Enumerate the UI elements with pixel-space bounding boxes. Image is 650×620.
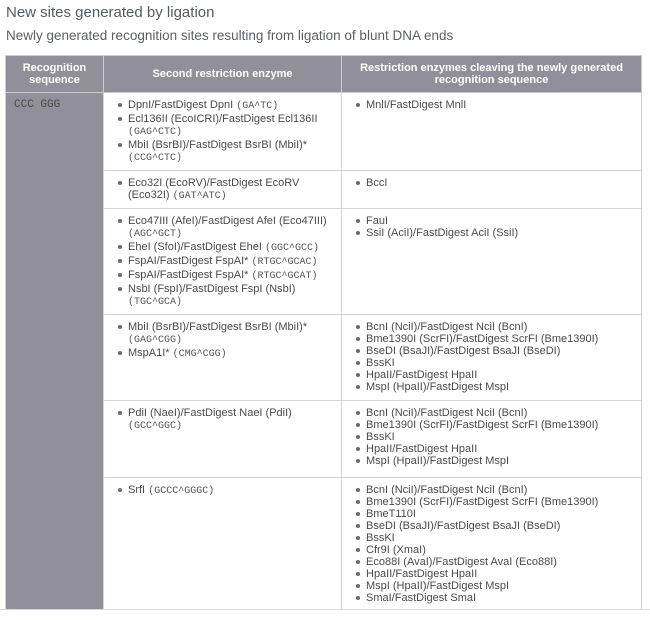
table-body xyxy=(6,93,642,610)
cleaving-enzyme-name: FauI xyxy=(366,215,389,227)
bullet-icon xyxy=(118,103,122,107)
list-item xyxy=(366,381,635,393)
enzyme-name: Eco47III (AfeI)/FastDigest AfeI (Eco47III) xyxy=(128,215,327,227)
bullet-icon xyxy=(356,373,360,377)
list-item xyxy=(366,369,635,381)
second-enzyme-cell xyxy=(104,315,342,401)
enzyme-name: NsbI (FspI)/FastDigest FspI (NsbI) xyxy=(128,283,296,295)
ligation-sites-table xyxy=(5,55,642,610)
cleaving-enzyme-name: MspI (HpaII)/FastDigest MspI xyxy=(366,580,510,592)
bullet-icon xyxy=(356,181,360,185)
bullet-icon xyxy=(356,596,360,600)
bullet-icon xyxy=(118,488,122,492)
cleaving-enzymes-cell xyxy=(342,171,642,209)
cleaving-enzyme-name: BseDI (BsaJI)/FastDigest BsaJI (BseDI) xyxy=(366,345,561,357)
list-item xyxy=(128,321,335,347)
cleaving-enzyme-name: BcnI (NciI)/FastDigest NciI (BcnI) xyxy=(366,321,528,333)
bullet-icon xyxy=(356,548,360,552)
enzyme-name: FspAI/FastDigest FspAI* xyxy=(128,255,249,267)
second-enzyme-list xyxy=(112,321,335,361)
bullet-icon xyxy=(118,273,122,277)
cut-site-sequence: (GGC^GCC) xyxy=(264,243,319,254)
enzyme-name: FspAI/FastDigest FspAI* xyxy=(128,269,249,281)
enzyme-name: DpnI/FastDigest DpnI xyxy=(128,99,234,111)
list-item xyxy=(366,177,635,189)
cleaving-enzyme-name: BcnI (NciI)/FastDigest NciI (BcnI) xyxy=(366,484,528,496)
cut-site-sequence: (GAG^CTC) xyxy=(128,127,183,138)
cut-site-sequence: (CMG^CGG) xyxy=(172,349,227,360)
cleaving-enzyme-name: Eco88I (AvaI)/FastDigest AvaI (Eco88I) xyxy=(366,556,557,568)
bullet-icon xyxy=(118,325,122,329)
list-item xyxy=(366,455,635,467)
cleaving-enzyme-name: Cfr9I (XmaI) xyxy=(366,544,426,556)
cleaving-enzyme-list xyxy=(350,484,635,604)
list-item xyxy=(366,431,635,443)
cut-site-sequence: (GCC^GGC) xyxy=(128,421,183,432)
cleaving-enzyme-list xyxy=(350,99,635,111)
cleaving-enzymes-cell xyxy=(342,93,642,171)
bullet-icon xyxy=(118,181,122,185)
list-item xyxy=(366,592,635,604)
recognition-sequence-cell xyxy=(6,93,104,610)
list-item xyxy=(128,215,335,241)
cleaving-enzyme-name: SmaI/FastDigest SmaI xyxy=(366,592,477,604)
bullet-icon xyxy=(118,143,122,147)
list-item xyxy=(366,520,635,532)
enzyme-name: MspA1I* xyxy=(128,347,170,359)
cleaving-enzyme-name: Bme1390I (ScrFI)/FastDigest ScrFI (Bme1390I) xyxy=(366,419,599,431)
list-item xyxy=(128,484,335,498)
cleaving-enzyme-name: BmeT110I xyxy=(366,508,416,520)
bullet-icon xyxy=(356,385,360,389)
bullet-icon xyxy=(356,524,360,528)
cleaving-enzyme-name: HpaII/FastDigest HpaII xyxy=(366,568,478,580)
list-item xyxy=(366,496,635,508)
cut-site-sequence: (GAG^CGG) xyxy=(128,335,183,346)
second-enzyme-cell xyxy=(104,171,342,209)
cut-site-sequence: (RTGC^GCAT) xyxy=(251,271,318,282)
cleaving-enzyme-name: BccI xyxy=(366,177,388,189)
bullet-icon xyxy=(118,117,122,121)
list-item xyxy=(366,227,635,239)
cleaving-enzyme-list xyxy=(350,407,635,467)
second-enzyme-list xyxy=(112,177,335,203)
bullet-icon xyxy=(356,103,360,107)
bullet-icon xyxy=(356,560,360,564)
enzyme-name: Eco32I (EcoRV)/FastDigest EcoRV (Eco32I) xyxy=(128,177,300,201)
cleaving-enzyme-name: BcnI (NciI)/FastDigest NciI (BcnI) xyxy=(366,407,528,419)
second-enzyme-list xyxy=(112,484,335,498)
second-enzyme-cell xyxy=(104,401,342,478)
bullet-icon xyxy=(356,423,360,427)
page-title: New sites generated by ligation xyxy=(6,4,215,21)
bullet-icon xyxy=(356,219,360,223)
cut-site-sequence: (TGC^GCA) xyxy=(128,297,183,308)
list-item xyxy=(366,99,635,111)
second-enzyme-list xyxy=(112,407,335,433)
list-item xyxy=(366,333,635,345)
bullet-icon xyxy=(356,349,360,353)
cleaving-enzyme-name: Bme1390I (ScrFI)/FastDigest ScrFI (Bme1390I) xyxy=(366,333,599,345)
list-item xyxy=(128,269,335,283)
cleaving-enzyme-name: MnlI/FastDigest MnlI xyxy=(366,99,467,111)
bullet-icon xyxy=(356,231,360,235)
bullet-icon xyxy=(356,447,360,451)
list-item xyxy=(366,568,635,580)
cleaving-enzyme-name: MspI (HpaII)/FastDigest MspI xyxy=(366,381,510,393)
list-item xyxy=(128,241,335,255)
page-subtitle: Newly generated recognition sites resulting from ligation of blunt DNA ends xyxy=(6,28,454,43)
list-item xyxy=(128,99,335,113)
list-item xyxy=(366,321,635,333)
list-item xyxy=(366,419,635,431)
enzyme-name: SrfI xyxy=(128,484,146,496)
list-item xyxy=(366,345,635,357)
cleaving-enzyme-name: BssKI xyxy=(366,357,395,369)
list-item xyxy=(128,283,335,309)
cut-site-sequence: (AGC^GCT) xyxy=(128,229,183,240)
recognition-sequence-value: CCC GGG xyxy=(14,99,61,111)
bullet-icon xyxy=(118,219,122,223)
list-item xyxy=(128,255,335,269)
list-item xyxy=(128,113,335,139)
bullet-icon xyxy=(356,361,360,365)
bullet-icon xyxy=(356,411,360,415)
cleaving-enzymes-cell xyxy=(342,209,642,315)
enzyme-name: Ecl136II (EcoICRI)/FastDigest Ecl136II xyxy=(128,113,318,125)
table-row xyxy=(6,93,642,171)
bullet-icon xyxy=(356,488,360,492)
list-item xyxy=(366,580,635,592)
list-item xyxy=(128,347,335,361)
bullet-icon xyxy=(356,337,360,341)
header-recognition-sequence: Recognition sequence xyxy=(6,56,104,93)
second-enzyme-list xyxy=(112,99,335,165)
bullet-icon xyxy=(118,287,122,291)
bullet-icon xyxy=(118,245,122,249)
list-item xyxy=(366,407,635,419)
bullet-icon xyxy=(356,500,360,504)
bullet-icon xyxy=(118,351,122,355)
enzyme-name: MbiI (BsrBI)/FastDigest BsrBI (MbiI)* xyxy=(128,321,308,333)
list-item xyxy=(366,484,635,496)
bullet-icon xyxy=(356,325,360,329)
cleaving-enzyme-name: HpaII/FastDigest HpaII xyxy=(366,443,478,455)
list-item xyxy=(366,215,635,227)
second-enzyme-cell xyxy=(104,93,342,171)
list-item xyxy=(128,177,335,203)
bullet-icon xyxy=(118,411,122,415)
cut-site-sequence: (CCG^CTC) xyxy=(128,153,183,164)
list-item xyxy=(366,443,635,455)
cleaving-enzyme-list xyxy=(350,177,635,189)
bullet-icon xyxy=(356,512,360,516)
cleaving-enzyme-name: BssKI xyxy=(366,532,395,544)
table-header-row xyxy=(6,56,642,93)
list-item xyxy=(128,407,335,433)
second-enzyme-cell xyxy=(104,478,342,610)
bullet-icon xyxy=(356,435,360,439)
bullet-icon xyxy=(356,536,360,540)
second-enzyme-cell xyxy=(104,209,342,315)
cleaving-enzyme-name: SsiI (AciI)/FastDigest AciI (SsiI) xyxy=(366,227,519,239)
cleaving-enzymes-cell xyxy=(342,478,642,610)
enzyme-name: PdiI (NaeI)/FastDigest NaeI (PdiI) xyxy=(128,407,292,419)
cleaving-enzyme-name: Bme1390I (ScrFI)/FastDigest ScrFI (Bme1390I) xyxy=(366,496,599,508)
list-item xyxy=(366,532,635,544)
cleaving-enzyme-name: MspI (HpaII)/FastDigest MspI xyxy=(366,455,510,467)
cut-site-sequence: (GA^TC) xyxy=(236,101,279,112)
cut-site-sequence: (GCCC^GGGC) xyxy=(148,486,215,497)
bullet-icon xyxy=(118,259,122,263)
cut-site-sequence: (RTGC^GCAC) xyxy=(251,257,318,268)
bullet-icon xyxy=(356,572,360,576)
bottom-divider xyxy=(0,609,650,610)
list-item xyxy=(366,357,635,369)
bullet-icon xyxy=(356,459,360,463)
cleaving-enzyme-list xyxy=(350,215,635,239)
bullet-icon xyxy=(356,584,360,588)
list-item xyxy=(128,139,335,165)
list-item xyxy=(366,544,635,556)
list-item xyxy=(366,508,635,520)
cut-site-sequence: (GAT^ATC) xyxy=(172,191,227,202)
enzyme-name: MbiI (BsrBI)/FastDigest BsrBI (MbiI)* xyxy=(128,139,308,151)
enzyme-name: EheI (SfoI)/FastDigest EheI xyxy=(128,241,262,253)
cleaving-enzyme-name: BssKI xyxy=(366,431,395,443)
cleaving-enzyme-name: HpaII/FastDigest HpaII xyxy=(366,369,478,381)
header-cleaving-enzymes: Restriction enzymes cleaving the newly generated recognition sequence xyxy=(342,56,642,93)
cleaving-enzyme-name: BseDI (BsaJI)/FastDigest BsaJI (BseDI) xyxy=(366,520,561,532)
list-item xyxy=(366,556,635,568)
cleaving-enzymes-cell xyxy=(342,401,642,478)
header-second-enzyme: Second restriction enzyme xyxy=(104,56,342,93)
cleaving-enzyme-list xyxy=(350,321,635,393)
second-enzyme-list xyxy=(112,215,335,309)
cleaving-enzymes-cell xyxy=(342,315,642,401)
